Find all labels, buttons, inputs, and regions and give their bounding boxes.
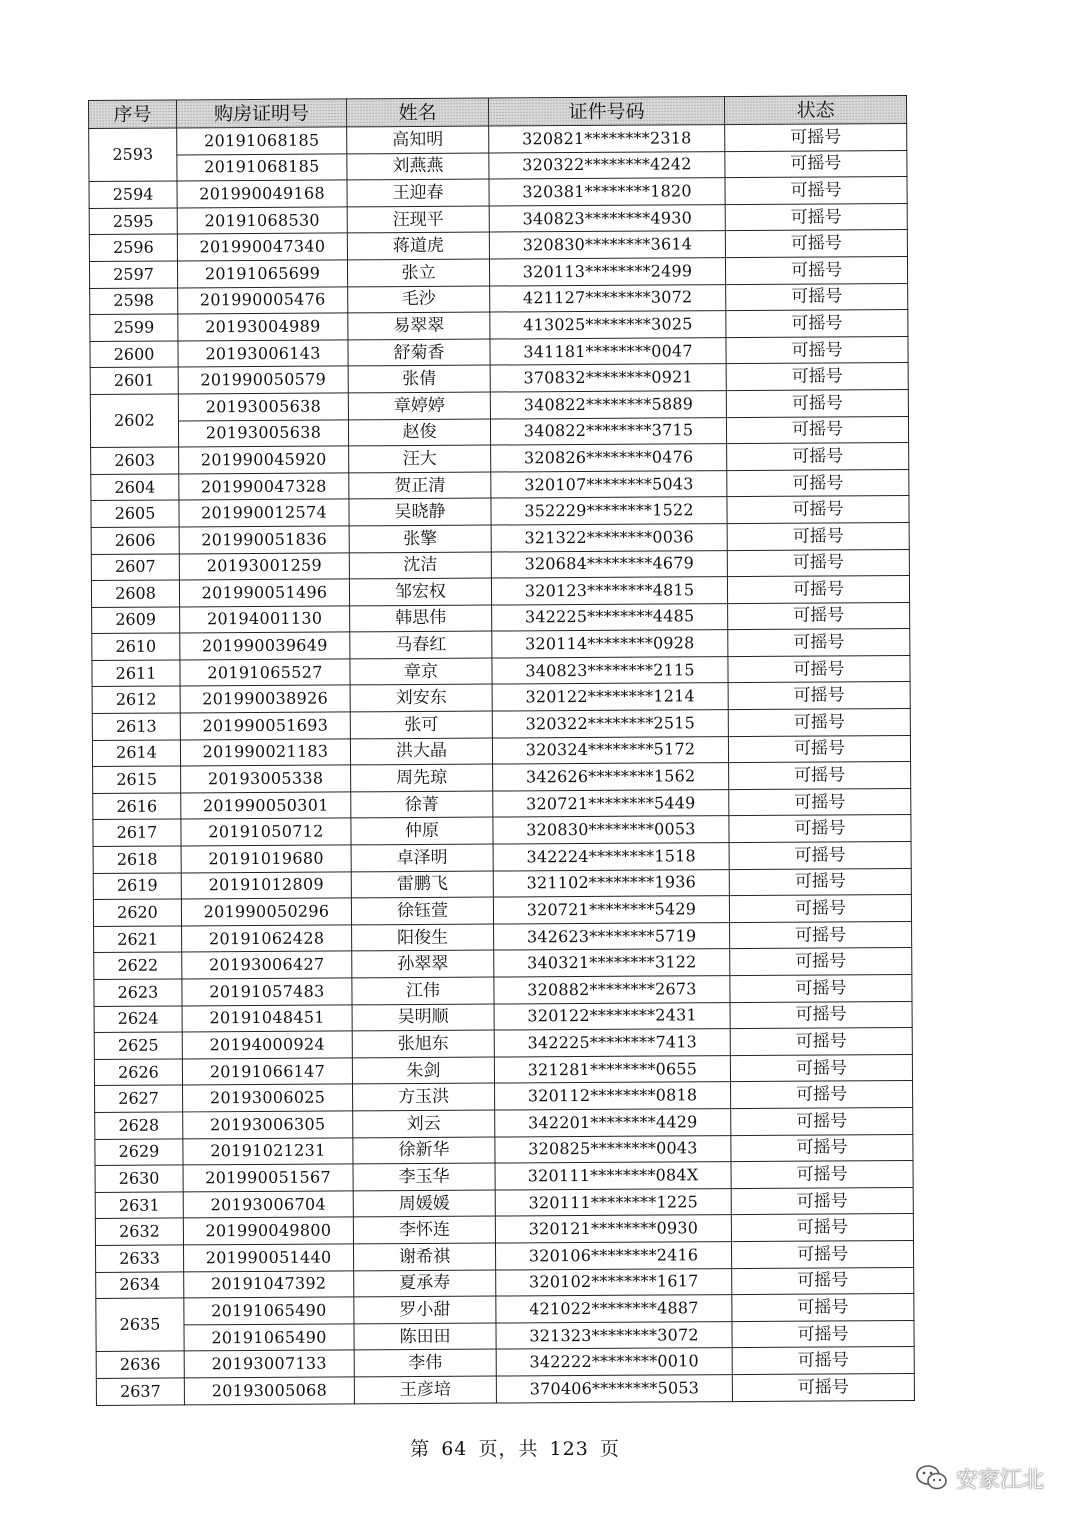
cell-id-number: 320107********5043: [491, 470, 727, 498]
cell-certificate: 20193006025: [183, 1084, 353, 1112]
header-certificate: 购房证明号: [177, 99, 347, 128]
cell-status: 可摇号: [725, 230, 907, 258]
cell-status: 可摇号: [730, 1054, 912, 1082]
cell-status: 可摇号: [727, 443, 909, 471]
cell-id-number: 421022********4887: [496, 1295, 732, 1323]
cell-name: 周先琼: [351, 764, 493, 791]
cell-serial: 2633: [95, 1245, 183, 1272]
cell-status: 可摇号: [725, 123, 907, 151]
cell-status: 可摇号: [732, 1347, 914, 1375]
cell-id-number: 320684********4679: [491, 550, 727, 578]
cell-name: 舒菊香: [348, 339, 490, 366]
cell-certificate: 20191068185: [177, 154, 347, 182]
cell-status: 可摇号: [727, 469, 909, 497]
watermark-text: 安家江北: [955, 1467, 1044, 1493]
cell-name: 易翠翠: [348, 312, 490, 339]
cell-certificate: 20191065699: [177, 260, 347, 288]
cell-serial: 2599: [90, 314, 178, 341]
cell-id-number: 342626********1562: [493, 763, 729, 791]
cell-serial: 2605: [91, 500, 179, 527]
cell-name: 邹宏权: [349, 578, 491, 605]
cell-certificate: 201990050301: [181, 792, 351, 820]
cell-id-number: 320821********2318: [489, 125, 725, 153]
cell-name: 张可: [350, 711, 492, 738]
cell-status: 可摇号: [726, 283, 908, 311]
cell-certificate: 20191068530: [177, 207, 347, 235]
cell-status: 可摇号: [730, 948, 912, 976]
cell-certificate: 201990047340: [177, 233, 347, 261]
cell-certificate: 201990039649: [180, 632, 350, 660]
header-status: 状态: [724, 96, 906, 125]
cell-certificate: 201990050579: [178, 366, 348, 394]
cell-status: 可摇号: [732, 1320, 914, 1348]
watermark: [916, 1462, 1044, 1494]
cell-id-number: 320111********084X: [495, 1162, 731, 1190]
cell-certificate: 20193005068: [184, 1377, 354, 1405]
cell-status: 可摇号: [731, 1240, 913, 1268]
cell-id-number: 320112********0818: [495, 1082, 731, 1110]
cell-status: 可摇号: [729, 895, 911, 923]
cell-serial: 2609: [92, 607, 180, 634]
cell-status: 可摇号: [732, 1294, 914, 1322]
cell-status: 可摇号: [729, 788, 911, 816]
cell-name: 张擎: [349, 525, 491, 552]
cell-id-number: 320322********2515: [492, 710, 728, 738]
cell-name: 孙翠翠: [352, 950, 494, 977]
cell-serial: 2615: [93, 766, 181, 793]
cell-id-number: 320322********4242: [489, 151, 725, 179]
cell-name: 章京: [350, 658, 492, 685]
footer-mid: 页，共: [478, 1438, 539, 1460]
cell-id-number: 352229********1522: [491, 497, 727, 525]
cell-id-number: 340822********5889: [490, 391, 726, 419]
cell-name: 朱剑: [352, 1057, 494, 1084]
cell-certificate: 20193006427: [182, 951, 352, 979]
cell-id-number: 320121********0930: [495, 1215, 731, 1243]
cell-certificate: 201990051440: [183, 1244, 353, 1272]
cell-certificate: 201990005476: [178, 286, 348, 314]
cell-certificate: 201990038926: [180, 685, 350, 713]
cell-certificate: 20193004989: [178, 313, 348, 341]
cell-status: 可摇号: [727, 522, 909, 550]
cell-serial: 2607: [91, 553, 179, 580]
cell-status: 可摇号: [729, 842, 911, 870]
cell-name: 阳俊生: [352, 924, 494, 951]
cell-certificate: 20191068185: [177, 127, 347, 155]
cell-name: 韩思伟: [350, 605, 492, 632]
cell-status: 可摇号: [728, 709, 910, 737]
cell-id-number: 320825********0043: [495, 1135, 731, 1163]
cell-serial: 2595: [89, 208, 177, 235]
cell-certificate: 20191050712: [181, 818, 351, 846]
cell-id-number: 320113********2499: [489, 258, 725, 286]
cell-status: 可摇号: [727, 576, 909, 604]
cell-status: 可摇号: [731, 1134, 913, 1162]
cell-name: 徐菁: [351, 791, 493, 818]
cell-serial: 2630: [95, 1165, 183, 1192]
cell-serial: 2606: [91, 527, 179, 554]
cell-status: 可摇号: [725, 150, 907, 178]
cell-serial: 2629: [95, 1139, 183, 1166]
cell-certificate: 20191062428: [182, 925, 352, 953]
header-id-number: 证件号码: [488, 97, 724, 126]
cell-certificate: 201990051567: [183, 1164, 353, 1192]
cell-serial: 2626: [94, 1059, 182, 1086]
cell-status: 可摇号: [729, 762, 911, 790]
cell-status: 可摇号: [728, 602, 910, 630]
cell-id-number: 320111********1225: [495, 1188, 731, 1216]
cell-name: 李玉华: [353, 1163, 495, 1190]
cell-serial: 2616: [93, 793, 181, 820]
cell-serial: 2612: [92, 686, 180, 713]
cell-name: 洪大晶: [350, 738, 492, 765]
cell-serial: 2618: [93, 846, 181, 873]
cell-serial: 2597: [89, 261, 177, 288]
cell-name: 吴晓静: [349, 498, 491, 525]
cell-status: 可摇号: [729, 868, 911, 896]
cell-name: 刘云: [353, 1110, 495, 1137]
cell-status: 可摇号: [725, 256, 907, 284]
cell-status: 可摇号: [730, 1001, 912, 1029]
cell-name: 高知明: [347, 126, 489, 153]
cell-certificate: 201990051693: [180, 712, 350, 740]
cell-certificate: 20191012809: [181, 872, 351, 900]
cell-name: 汪大: [349, 445, 491, 472]
cell-certificate: 20191057483: [182, 978, 352, 1006]
cell-name: 汪现平: [347, 206, 489, 233]
cell-id-number: 342222********0010: [496, 1348, 732, 1376]
cell-id-number: 320882********2673: [494, 976, 730, 1004]
cell-status: 可摇号: [730, 1028, 912, 1056]
cell-id-number: 342623********5719: [494, 922, 730, 950]
cell-status: 可摇号: [728, 655, 910, 683]
cell-serial: 2610: [92, 633, 180, 660]
cell-serial: 2601: [90, 367, 178, 394]
page-footer: [0, 1434, 1030, 1461]
cell-name: 张旭东: [352, 1030, 494, 1057]
cell-name: 雷鹏飞: [351, 871, 493, 898]
cell-status: 可摇号: [731, 1161, 913, 1189]
cell-id-number: 320106********2416: [495, 1242, 731, 1270]
cell-name: 李伟: [354, 1349, 496, 1376]
cell-status: 可摇号: [729, 815, 911, 843]
header-name: 姓名: [346, 98, 488, 127]
cell-serial: 2635: [96, 1298, 184, 1352]
cell-name: 卓泽明: [351, 844, 493, 871]
cell-certificate: 20193001259: [179, 552, 349, 580]
cell-certificate: 20191048451: [182, 1004, 352, 1032]
cell-certificate: 20193006305: [183, 1111, 353, 1139]
cell-status: 可摇号: [732, 1373, 914, 1401]
cell-name: 章婷婷: [348, 392, 490, 419]
cell-serial: 2611: [92, 660, 180, 687]
cell-serial: 2620: [93, 899, 181, 926]
cell-certificate: 20191065490: [184, 1297, 354, 1325]
cell-status: 可摇号: [727, 496, 909, 524]
cell-status: 可摇号: [728, 682, 910, 710]
cell-certificate: 20191065527: [180, 659, 350, 687]
cell-certificate: 201990045920: [179, 446, 349, 474]
cell-id-number: 342225********4485: [492, 603, 728, 631]
cell-id-number: 340823********4930: [489, 204, 725, 232]
cell-name: 江伟: [352, 977, 494, 1004]
cell-name: 马春红: [350, 631, 492, 658]
cell-name: 王彦培: [354, 1376, 496, 1403]
cell-certificate: 20193005638: [178, 393, 348, 421]
cell-certificate: 20193007133: [184, 1350, 354, 1378]
cell-status: 可摇号: [725, 177, 907, 205]
cell-serial: 2636: [96, 1351, 184, 1378]
cell-certificate: 20193006143: [178, 340, 348, 368]
cell-id-number: 321281********0655: [494, 1055, 730, 1083]
cell-certificate: 20194000924: [182, 1031, 352, 1059]
cell-name: 夏承寿: [354, 1270, 496, 1297]
cell-status: 可摇号: [726, 336, 908, 364]
cell-status: 可摇号: [726, 310, 908, 338]
cell-serial: 2624: [94, 1006, 182, 1033]
cell-certificate: 201990051496: [179, 579, 349, 607]
cell-serial: 2600: [90, 341, 178, 368]
cell-status: 可摇号: [726, 389, 908, 417]
cell-serial: 2608: [91, 580, 179, 607]
cell-id-number: 320830********3614: [489, 231, 725, 259]
cell-certificate: 20191066147: [182, 1058, 352, 1086]
cell-serial: 2604: [91, 474, 179, 501]
cell-certificate: 20194001130: [180, 606, 350, 634]
cell-status: 可摇号: [727, 549, 909, 577]
cell-id-number: 320721********5429: [493, 896, 729, 924]
cell-name: 沈洁: [349, 552, 491, 579]
cell-certificate: 201990050296: [181, 898, 351, 926]
cell-serial: 2623: [94, 979, 182, 1006]
cell-serial: 2593: [89, 128, 177, 182]
cell-serial: 2621: [94, 926, 182, 953]
cell-name: 徐新华: [353, 1137, 495, 1164]
cell-id-number: 421127********3072: [490, 284, 726, 312]
cell-id-number: 370406********5053: [496, 1374, 732, 1402]
cell-name: 罗小甜: [354, 1296, 496, 1323]
cell-certificate: 201990021183: [180, 739, 350, 767]
cell-id-number: 320102********1617: [496, 1268, 732, 1296]
cell-certificate: 201990012574: [179, 499, 349, 527]
cell-status: 可摇号: [730, 974, 912, 1002]
cell-status: 可摇号: [731, 1107, 913, 1135]
cell-id-number: 413025********3025: [490, 311, 726, 339]
table-row: [96, 1373, 914, 1405]
cell-serial: 2627: [95, 1085, 183, 1112]
cell-name: 李怀连: [353, 1216, 495, 1243]
cell-name: 张倩: [348, 365, 490, 392]
cell-name: 张立: [347, 259, 489, 286]
cell-certificate: 201990049800: [183, 1217, 353, 1245]
cell-certificate: 20193006704: [183, 1191, 353, 1219]
cell-status: 可摇号: [731, 1187, 913, 1215]
cell-id-number: 320122********2431: [494, 1002, 730, 1030]
cell-serial: 2632: [95, 1218, 183, 1245]
cell-name: 徐钰萱: [351, 897, 493, 924]
cell-id-number: 342224********1518: [493, 843, 729, 871]
cell-serial: 2628: [95, 1112, 183, 1139]
cell-serial: 2637: [96, 1378, 184, 1405]
cell-certificate: 20193005338: [181, 765, 351, 793]
cell-certificate: 20191019680: [181, 845, 351, 873]
cell-name: 贺正清: [349, 472, 491, 499]
cell-id-number: 321102********1936: [493, 869, 729, 897]
cell-id-number: 320324********5172: [492, 736, 728, 764]
cell-certificate: 201990051836: [179, 526, 349, 554]
cell-serial: 2594: [89, 181, 177, 208]
cell-status: 可摇号: [726, 416, 908, 444]
cell-serial: 2634: [96, 1271, 184, 1298]
cell-serial: 2619: [93, 873, 181, 900]
cell-serial: 2596: [89, 234, 177, 261]
cell-name: 刘燕燕: [347, 153, 489, 180]
footer-suffix: 页: [599, 1438, 620, 1460]
table-body: [89, 123, 915, 1404]
cell-name: 毛沙: [348, 286, 490, 313]
cell-serial: 2622: [94, 952, 182, 979]
cell-id-number: 321323********3072: [496, 1321, 732, 1349]
cell-status: 可摇号: [732, 1267, 914, 1295]
cell-serial: 2617: [93, 819, 181, 846]
cell-certificate: 20191047392: [184, 1270, 354, 1298]
cell-id-number: 320123********4815: [491, 577, 727, 605]
cell-id-number: 341181********0047: [490, 337, 726, 365]
cell-name: 刘安东: [350, 685, 492, 712]
cell-serial: 2631: [95, 1192, 183, 1219]
cell-status: 可摇号: [726, 363, 908, 391]
cell-certificate: 201990047328: [179, 473, 349, 501]
cell-id-number: 320826********0476: [491, 444, 727, 472]
cell-serial: 2602: [90, 394, 178, 448]
cell-name: 陈田田: [354, 1323, 496, 1350]
cell-id-number: 321322********0036: [491, 524, 727, 552]
header-serial: 序号: [89, 100, 177, 129]
footer-total-pages: 123: [549, 1438, 589, 1460]
cell-name: 赵俊: [348, 419, 490, 446]
cell-status: 可摇号: [730, 921, 912, 949]
cell-serial: 2598: [90, 288, 178, 315]
cell-id-number: 340823********2115: [492, 656, 728, 684]
cell-id-number: 320721********5449: [493, 789, 729, 817]
cell-name: 蒋道虎: [347, 232, 489, 259]
cell-id-number: 320122********1214: [492, 683, 728, 711]
cell-id-number: 320114********0928: [492, 630, 728, 658]
cell-id-number: 370832********0921: [490, 364, 726, 392]
cell-name: 周媛媛: [353, 1190, 495, 1217]
cell-name: 吴明顺: [352, 1004, 494, 1031]
cell-name: 方玉洪: [353, 1083, 495, 1110]
cell-status: 可摇号: [728, 735, 910, 763]
footer-prefix: 第: [410, 1438, 431, 1460]
cell-serial: 2625: [94, 1032, 182, 1059]
cell-id-number: 320830********0053: [493, 816, 729, 844]
cell-serial: 2603: [91, 447, 179, 474]
cell-name: 谢希祺: [353, 1243, 495, 1270]
cell-status: 可摇号: [728, 629, 910, 657]
cell-certificate: 20193005638: [178, 419, 348, 447]
footer-page-number: 64: [441, 1438, 468, 1460]
registration-table: [88, 95, 915, 1405]
cell-id-number: 342225********7413: [494, 1029, 730, 1057]
wechat-icon: [916, 1464, 948, 1492]
cell-certificate: 20191021231: [183, 1137, 353, 1165]
cell-id-number: 340822********3715: [490, 417, 726, 445]
cell-name: 王迎春: [347, 179, 489, 206]
cell-status: 可摇号: [731, 1081, 913, 1109]
cell-id-number: 342201********4429: [495, 1109, 731, 1137]
cell-status: 可摇号: [731, 1214, 913, 1242]
cell-status: 可摇号: [725, 203, 907, 231]
cell-id-number: 340321********3122: [494, 949, 730, 977]
cell-certificate: 20191065490: [184, 1324, 354, 1352]
cell-name: 仲原: [351, 817, 493, 844]
cell-serial: 2614: [92, 740, 180, 767]
cell-serial: 2613: [92, 713, 180, 740]
cell-id-number: 320381********1820: [489, 178, 725, 206]
cell-certificate: 201990049168: [177, 180, 347, 208]
